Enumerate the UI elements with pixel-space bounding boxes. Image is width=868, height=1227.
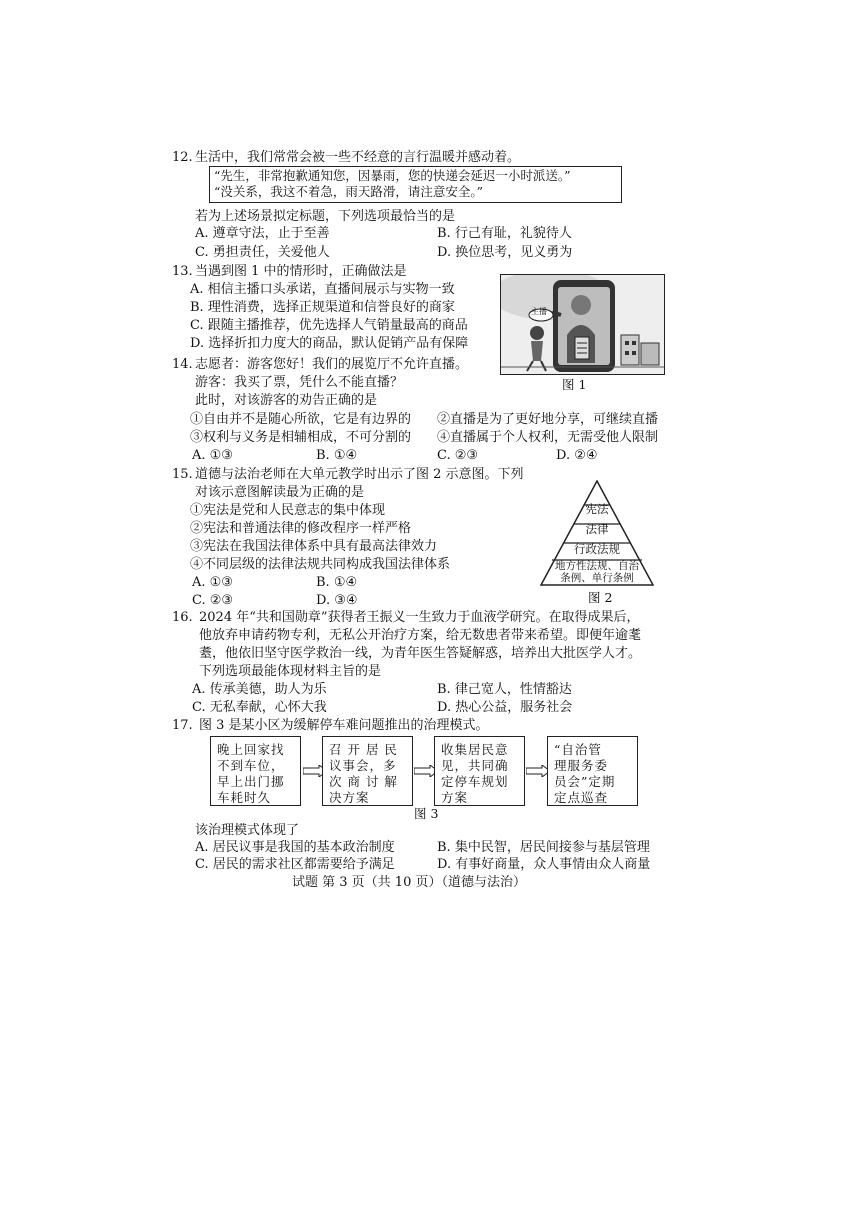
q12-option-d: D. 换位思考，见义勇为 bbox=[437, 245, 573, 260]
q16-line-2: 他放弃申请药物专利，无私公开治疗方案，给无数患者带来希望。即便年逾耄 bbox=[199, 628, 642, 643]
q14-option-a: A. ①③ bbox=[192, 448, 233, 463]
q15-option-d: D. ③④ bbox=[316, 593, 358, 608]
figure-1-sign: 主播 bbox=[531, 307, 547, 316]
q17-option-c: C. 居民的需求社区都需要给予满足 bbox=[195, 857, 395, 872]
q16-line-4: 下列选项最能体现材料主旨的是 bbox=[199, 664, 382, 679]
q14-number: 14. bbox=[172, 357, 193, 372]
q15-option-a: A. ①③ bbox=[192, 575, 233, 590]
q15-option-c: C. ②③ bbox=[192, 593, 234, 608]
q17-stem: 图 3 是某小区为缓解停车难问题推出的治理模式。 bbox=[199, 718, 489, 733]
q16-number: 16. bbox=[172, 610, 193, 625]
pyramid-level-law: 法律 bbox=[585, 522, 609, 536]
q15-number: 15. bbox=[172, 467, 193, 482]
q12-number: 12. bbox=[172, 150, 193, 165]
q13-number: 13. bbox=[172, 264, 193, 279]
q16-option-a: A. 传承美德，助人为乐 bbox=[192, 682, 327, 697]
q15-statement-3: ③宪法在我国法律体系中具有最高法律效力 bbox=[190, 539, 438, 554]
q14-line-3: 此时，对该游客的劝告正确的是 bbox=[195, 393, 378, 408]
q13-option-b: B. 理性消费，选择正规渠道和信誉良好的商家 bbox=[190, 300, 455, 315]
q12-option-a: A. 遵章守法，止于至善 bbox=[195, 226, 330, 241]
q16-option-b: B. 律己宽人，性情豁达 bbox=[437, 682, 572, 697]
q14-option-d: D. ②④ bbox=[556, 448, 598, 463]
q12-dialog-line-1: “先生，非常抱歉通知您，因暴雨，您的快递会延迟一小时派送。” bbox=[214, 168, 571, 183]
q17-option-b: B. 集中民智，居民间接参与基层管理 bbox=[437, 840, 650, 855]
page-footer: 试题 第 3 页（共 10 页）（道德与法治） bbox=[292, 875, 526, 890]
figure-1-illustration bbox=[500, 274, 665, 375]
q12-question: 若为上述场景拟定标题，下列选项最恰当的是 bbox=[195, 209, 456, 224]
q16-option-c: C. 无私奉献，心怀大我 bbox=[192, 700, 327, 715]
q14-statement-3: ③权利与义务是相辅相成，不可分割的 bbox=[190, 430, 412, 445]
flow-step-2: 召 开 居 民 议事会，多 次 商 讨 解 决方案 bbox=[322, 736, 413, 806]
flow-step-1: 晚上回家找 不到车位， 早上出门挪 车耗时久 bbox=[210, 736, 301, 806]
flow-step-4: “自治管 理服务委 员会”定期 定点巡查 bbox=[547, 736, 638, 806]
q13-option-d: D. 选择折扣力度大的商品，默认促销产品有保障 bbox=[190, 336, 469, 351]
q15-statement-2: ②宪法和普通法律的修改程序一样严格 bbox=[190, 521, 412, 536]
q13-stem: 当遇到图 1 中的情形时，正确做法是 bbox=[195, 264, 407, 279]
pyramid-level-local-line-2: 条例、单行条例 bbox=[560, 572, 634, 584]
q14-option-b: B. ①④ bbox=[316, 448, 358, 463]
q16-line-3: 耋，他依旧坚守医学救治一线，为青年医生答疑解惑，培养出大批医学人才。 bbox=[199, 646, 642, 661]
figure-1-caption: 图 1 bbox=[562, 377, 587, 392]
q14-line-1: 志愿者：游客您好！我们的展览厅不允许直播。 bbox=[195, 357, 469, 372]
q12-stem: 生活中，我们常常会被一些不经意的言行温暖并感动着。 bbox=[195, 150, 521, 165]
q17-option-d: D. 有事好商量，众人事情由众人商量 bbox=[437, 857, 651, 872]
q16-line-1: 2024 年“共和国勋章”获得者王振义一生致力于血液学研究。在取得成果后， bbox=[199, 610, 640, 625]
pyramid-level-admin-regulations: 行政法规 bbox=[574, 542, 620, 556]
q15-statement-4: ④不同层级的法律法规共同构成我国法律体系 bbox=[190, 557, 451, 572]
q14-statement-2: ②直播是为了更好地分享，可继续直播 bbox=[437, 412, 659, 427]
q15-statement-1: ①宪法是党和人民意志的集中体现 bbox=[190, 503, 386, 518]
figure-2-caption: 图 2 bbox=[588, 590, 613, 605]
q16-option-d: D. 热心公益，服务社会 bbox=[437, 700, 573, 715]
q13-option-a: A. 相信主播口头承诺，直播间展示与实物一致 bbox=[190, 282, 455, 297]
q14-option-c: C. ②③ bbox=[437, 448, 479, 463]
pyramid-level-local-line-1: 地方性法规、自治 bbox=[555, 560, 639, 572]
pyramid-level-constitution: 宪法 bbox=[585, 502, 609, 516]
q12-option-b: B. 行己有耻，礼貌待人 bbox=[437, 226, 572, 241]
figure-2-pyramid bbox=[540, 480, 654, 586]
q17-question: 该治理模式体现了 bbox=[195, 823, 300, 838]
q13-option-c: C. 跟随主播推荐，优先选择人气销量最高的商品 bbox=[190, 318, 468, 333]
figure-3-caption: 图 3 bbox=[414, 806, 439, 821]
q15-option-b: B. ①④ bbox=[316, 575, 358, 590]
q15-stem-line-1: 道德与法治老师在大单元教学时出示了图 2 示意图。下列 bbox=[195, 467, 524, 482]
q17-number: 17. bbox=[172, 718, 193, 733]
q14-line-2: 游客：我买了票，凭什么不能直播？ bbox=[195, 375, 404, 390]
q17-option-a: A. 居民议事是我国的基本政治制度 bbox=[195, 840, 395, 855]
q12-dialog-line-2: “没关系，我这不着急，雨天路滑，请注意安全。” bbox=[214, 184, 484, 199]
q14-statement-1: ①自由并不是随心所欲，它是有边界的 bbox=[190, 412, 412, 427]
q15-stem-line-2: 对该示意图解读最为正确的是 bbox=[195, 485, 365, 500]
q12-option-c: C. 勇担责任，关爱他人 bbox=[195, 245, 330, 260]
flow-step-3: 收集居民意 见，共同确 定停车规划 方案 bbox=[434, 736, 525, 806]
q14-statement-4: ④直播属于个人权利，无需受他人限制 bbox=[437, 430, 659, 445]
